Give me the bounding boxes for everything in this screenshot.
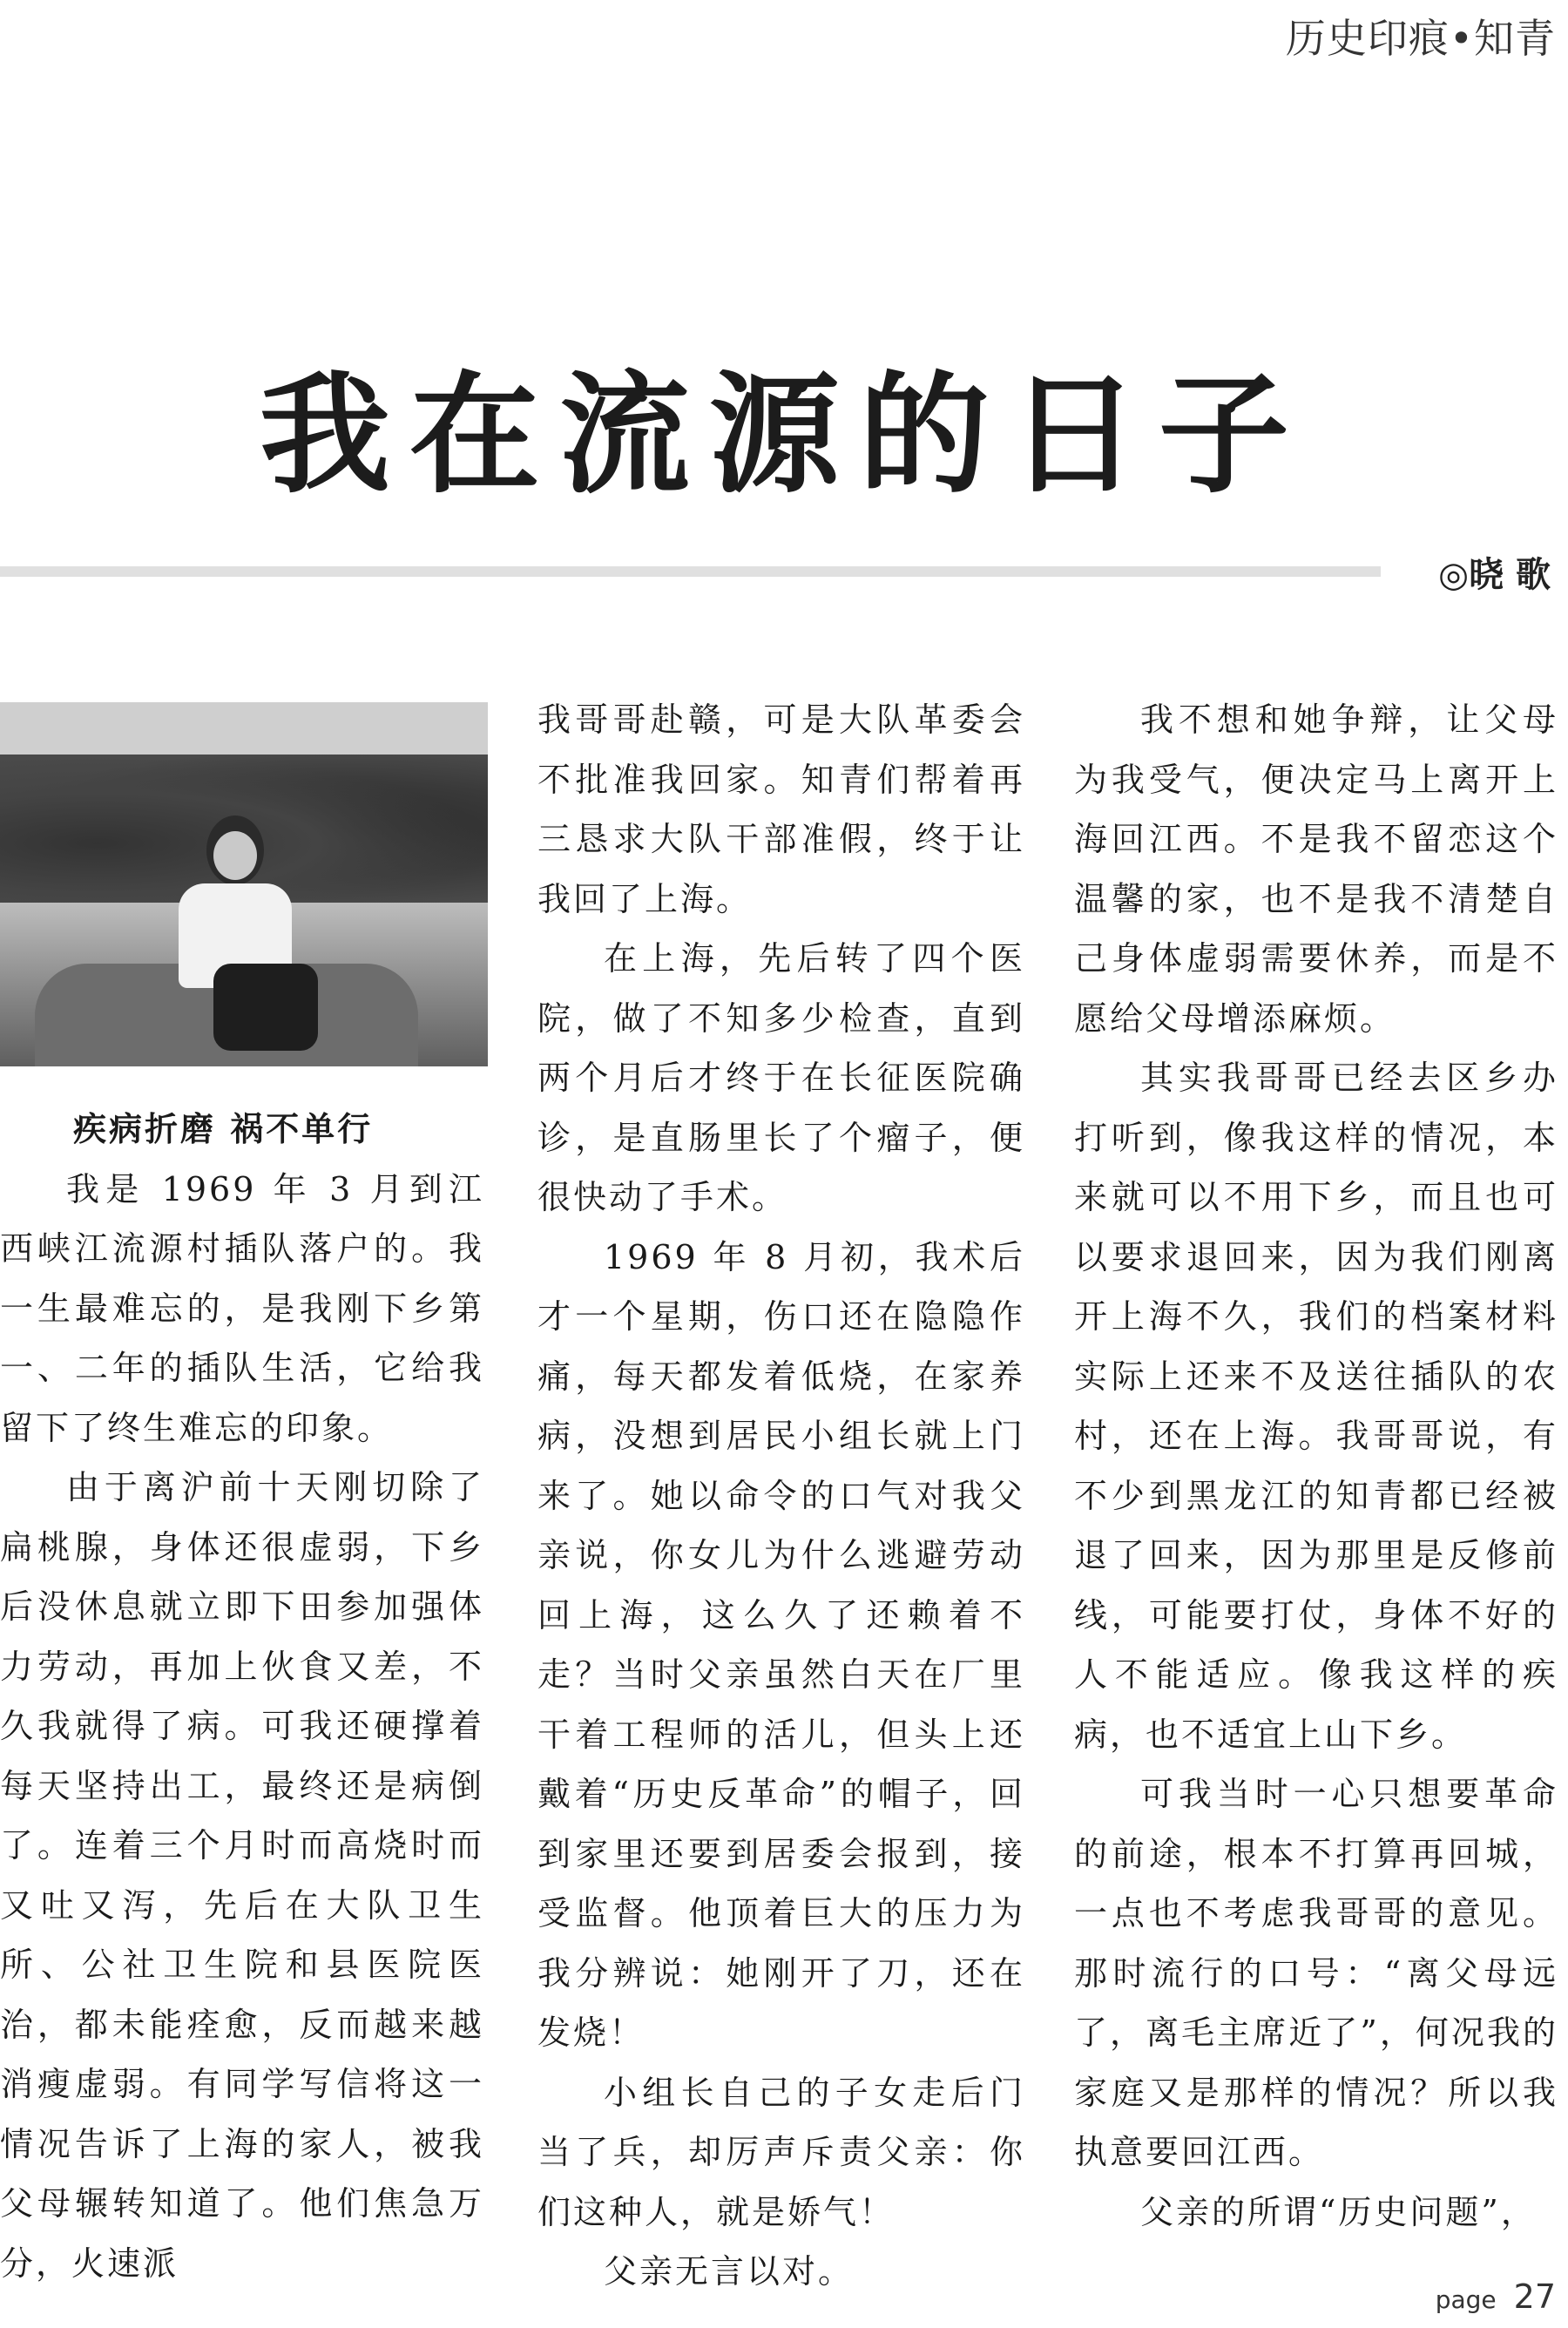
paragraph: 1969 年 8 月初，我术后才一个星期，伤口还在隐隐作痛，每天都发着低烧，在家养病，没想到居民小组长就上门来了。她以命令的口气对我父亲说，你女儿为什么逃避劳动回上海，这么久了还赖着不走？当时父亲虽然白天在厂里干着工程师的活儿，但头上还戴着“历史反革命”的帽子，回到家里还要到居委会报到，接受监督。他顶着巨大的压力为我分辨说：她刚开了刀，还在发烧！: [537, 1237, 1025, 2052]
photo-person: [170, 815, 301, 1051]
section-subheading: 疾病折磨 祸不单行: [73, 1110, 374, 1148]
paragraph: 由于离沪前十天刚切除了扁桃腺，身体还很虚弱，下乡后没休息就立即下田参加强体力劳动，再加上伙食又差，不久我就得了病。可我还硬撑着每天坚持出工，最终还是病倒了。连着三个月时而高烧时而又吐又泻，先后在大队卫生所、公社卫生院和县医院医治，都未能痊愈，反而越来越消瘦虚弱。有同学写信将这一情况告诉了上海的家人，被我父母辗转知道了。他们焦急万分，火速派: [0, 1468, 484, 2283]
title-divider: [0, 566, 1381, 577]
paragraph: 父亲无言以对。: [604, 2252, 855, 2291]
article-title: 我在流源的日子: [259, 358, 1308, 511]
paragraph: 我哥哥赴赣，可是大队革委会不批准我回家。知青们帮着再三恳求大队干部准假，终于让我回了上海。: [537, 700, 1025, 918]
text-column-3: [1074, 690, 1558, 2242]
article-author: ◎晓 歌: [1438, 555, 1551, 595]
page-number: [1436, 2277, 1556, 2316]
paragraph: 小组长自己的子女走后门当了兵，却厉声斥责父亲：你们这种人，就是娇气！: [537, 2073, 1025, 2231]
paragraph: 我不想和她争辩，让父母为我受气，便决定马上离开上海回江西。不是我不留恋这个温馨的家，也不是我不清楚自己身体虚弱需要休养，而是不愿给父母增添麻烦。: [1074, 700, 1558, 1038]
text-column-1: [0, 1100, 484, 2293]
paragraph: 可我当时一心只想要革命的前途，根本不打算再回城，一点也不考虑我哥哥的意见。那时流行的口号：“离父母远了，离毛主席近了”，何况我的家庭又是那样的情况？所以我执意要回江西。: [1074, 1775, 1558, 2171]
paragraph: 在上海，先后转了四个医院，做了不知多少检查，直到两个月后才终于在长征医院确诊，是直肠里长了个瘤子，便很快动了手术。: [537, 939, 1025, 1216]
section-header: 历史印痕•知青: [1285, 15, 1556, 62]
text-column-2: [537, 690, 1025, 2302]
article-photo: [0, 702, 488, 1066]
paragraph: 我是 1969 年 3 月到江西峡江流源村插队落户的。我一生最难忘的，是我刚下乡第一、二年的插队生活，它给我留下了终生难忘的印象。: [0, 1169, 484, 1447]
page-label: page: [1435, 2285, 1497, 2314]
page-number-value: 27: [1513, 2277, 1556, 2316]
paragraph: 其实我哥哥已经去区乡办打听到，像我这样的情况，本来就可以不用下乡，而且也可以要求退回来，因为我们刚离开上海不久，我们的档案材料实际上还来不及送往插队的农村，还在上海。我哥哥说，有不少到黑龙江的知青都已经被退了回来，因为那里是反修前线，可能要打仗，身体不好的人不能适应。像我这样的疾病，也不适宜上山下乡。: [1074, 1059, 1558, 1754]
paragraph: 父亲的所谓“历史问题”，: [1140, 2192, 1537, 2231]
